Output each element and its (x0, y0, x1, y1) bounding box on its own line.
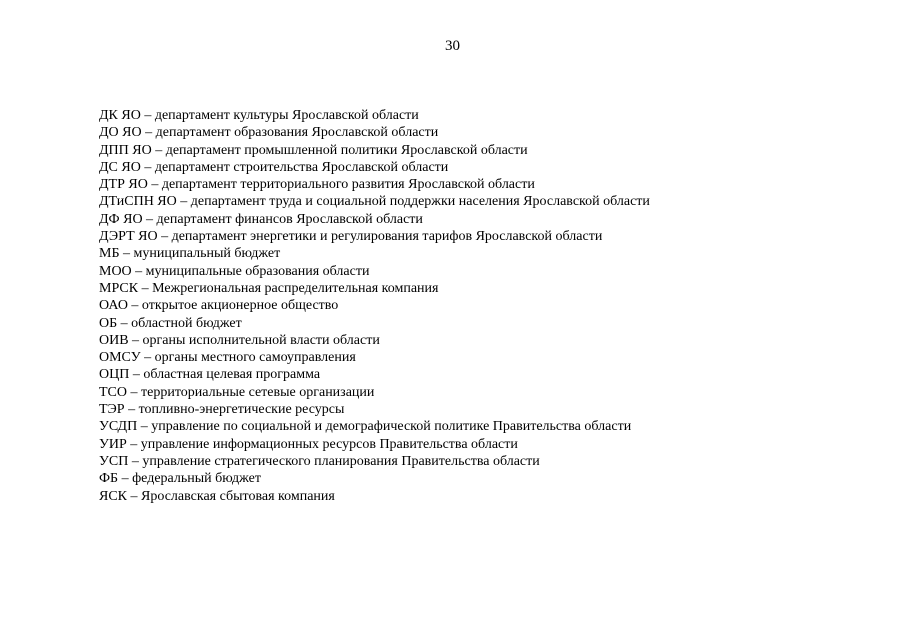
abbreviation-item: ТЭР – топливно-энергетические ресурсы (99, 402, 345, 418)
abbreviation-item: ОИВ – органы исполнительной власти области (99, 332, 380, 348)
abbreviation-item: ДО ЯО – департамент образования Ярославской области (99, 125, 439, 141)
abbreviation-item: ОБ – областной бюджет (99, 315, 242, 331)
abbreviation-item: ДЭРТ ЯО – департамент энергетики и регулирования тарифов Ярославской области (99, 229, 603, 245)
page-number: 30 (445, 38, 460, 54)
abbreviation-item: УСП – управление стратегического планирования Правительства области (99, 453, 540, 469)
abbreviation-item: ДТР ЯО – департамент территориального развития Ярославской области (99, 177, 535, 193)
abbreviation-item: ДС ЯО – департамент строительства Ярославской области (99, 159, 449, 175)
abbreviation-list (99, 107, 650, 505)
abbreviation-item: ОМСУ – органы местного самоуправления (99, 350, 356, 366)
abbreviation-item: ДПП ЯО – департамент промышленной политики Ярославской области (99, 142, 528, 158)
abbreviation-item: ОЦП – областная целевая программа (99, 367, 321, 383)
abbreviation-item: ДТиСПН ЯО – департамент труда и социальной поддержки населения Ярославской области (99, 194, 650, 210)
abbreviation-item: МБ – муниципальный бюджет (99, 246, 281, 262)
abbreviation-item: ТСО – территориальные сетевые организации (99, 384, 375, 400)
abbreviation-item: МОО – муниципальные образования области (99, 263, 370, 279)
abbreviation-item: ДФ ЯО – департамент финансов Ярославской области (99, 211, 423, 227)
abbreviation-item: ФБ – федеральный бюджет (99, 471, 261, 487)
abbreviation-item: УСДП – управление по социальной и демографической политике Правительства области (99, 419, 632, 435)
abbreviation-item: ДК ЯО – департамент культуры Ярославской области (99, 108, 419, 123)
abbreviation-item: МРСК – Межрегиональная распределительная компания (99, 280, 439, 296)
abbreviation-item: УИР – управление информационных ресурсов Правительства области (99, 436, 518, 452)
abbreviation-item: ОАО – открытое акционерное общество (99, 298, 339, 314)
abbreviation-item: ЯСК – Ярославская сбытовая компания (99, 488, 335, 504)
